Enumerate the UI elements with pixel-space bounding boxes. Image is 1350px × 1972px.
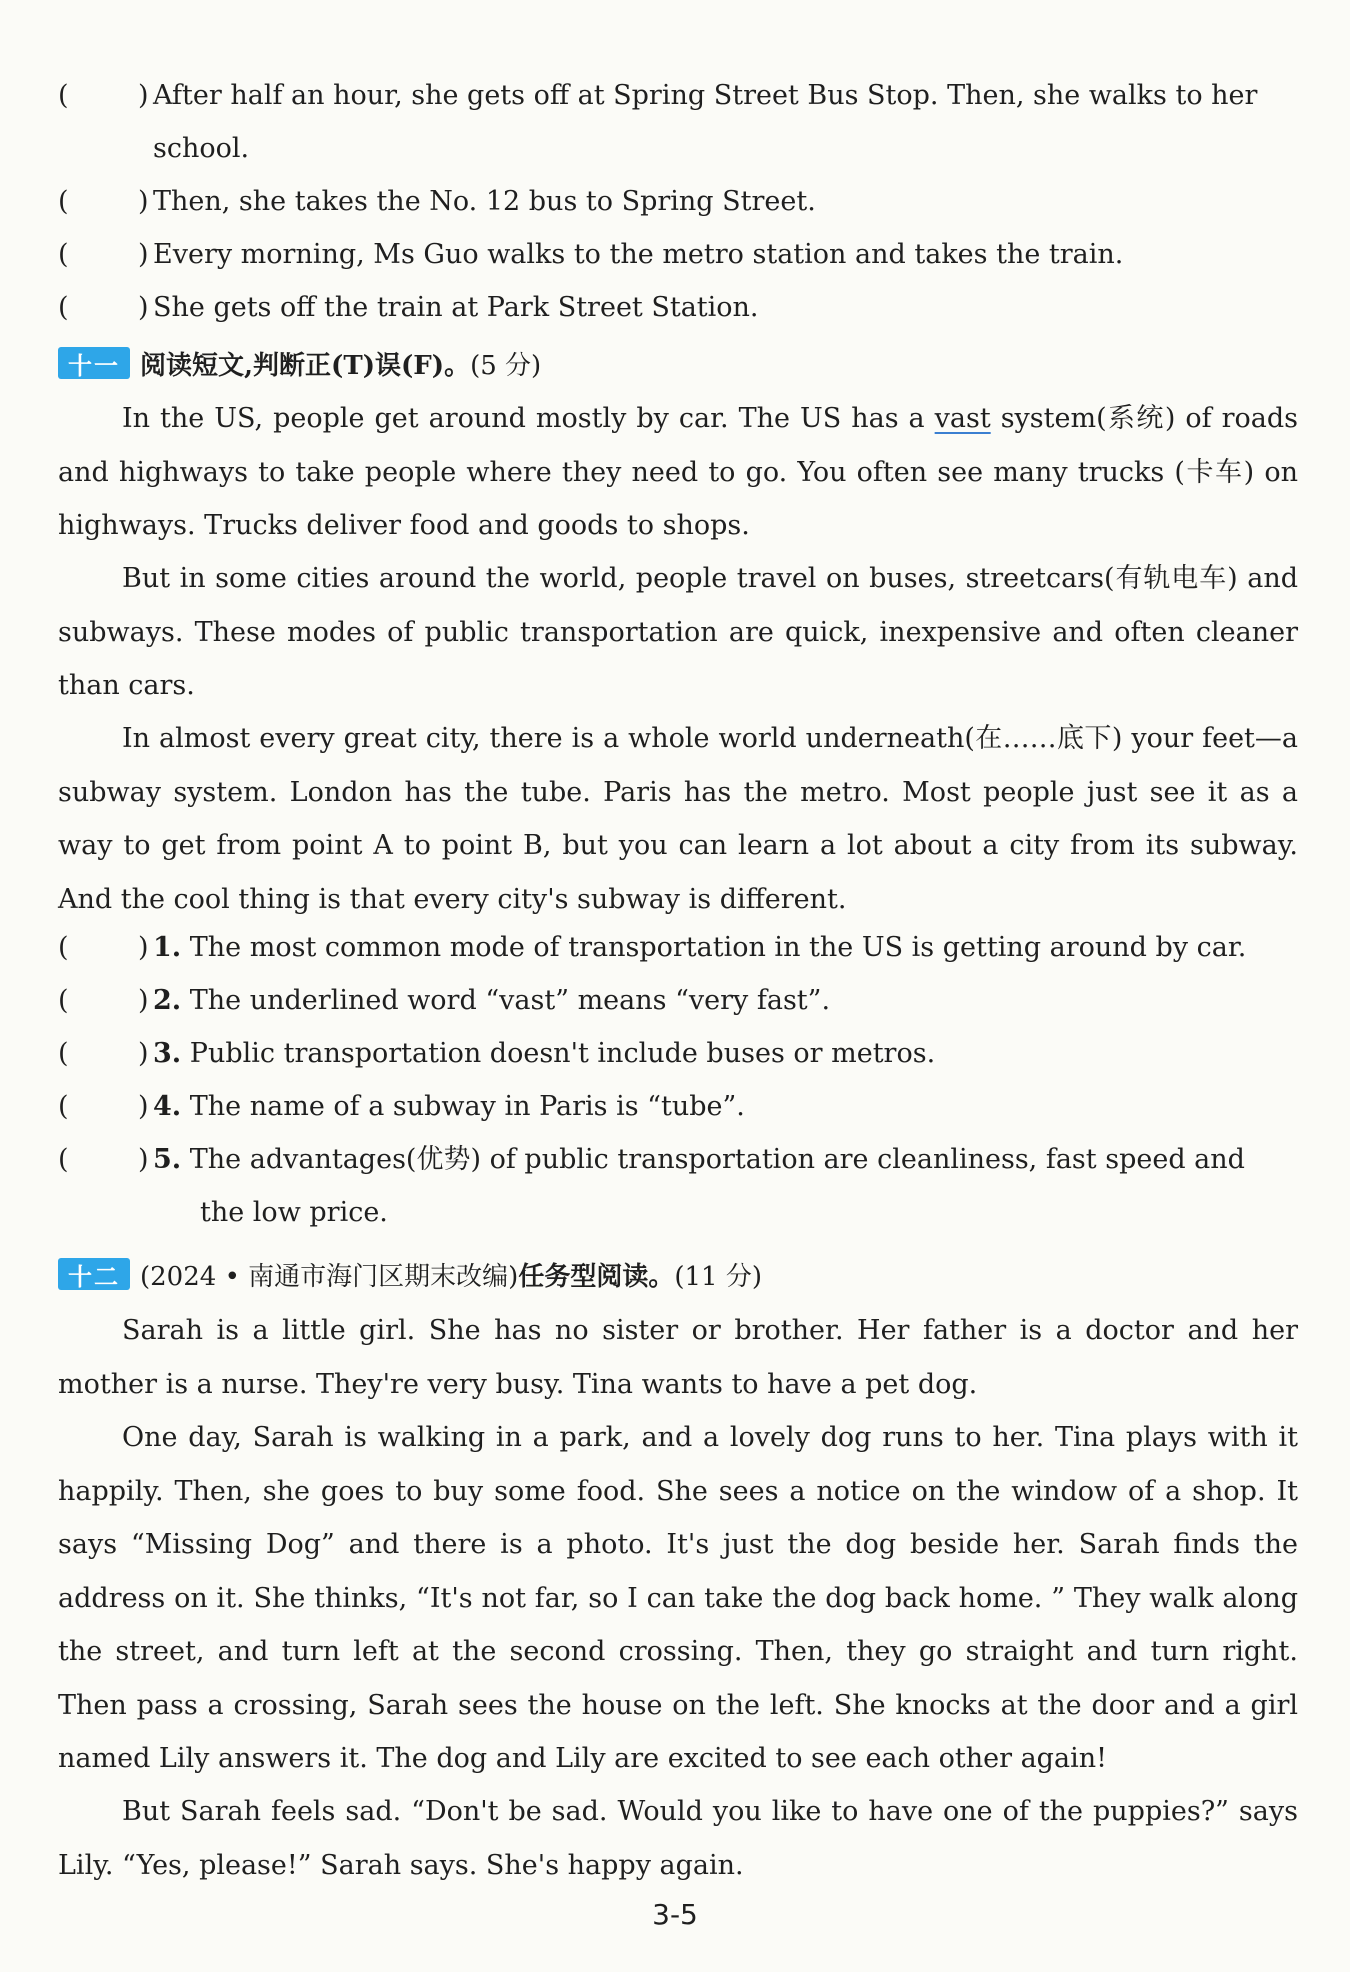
- passage-paragraph: But Sarah feels sad. “Don't be sad. Would you like to have one of the puppies?” says Lily. “Yes, please!” Sarah says. She's happy again.: [58, 1796, 1298, 1881]
- section-12-header: [58, 1256, 762, 1292]
- item-text: She gets off the train at Park Street Station.: [153, 292, 759, 323]
- worksheet-page: ( ) After half an hour, she gets off at Spring Street Bus Stop. Then, she walks to her school. ( ) Then, she takes the No. 12 bus to Spring Street. ( ) Every morning, Ms Guo walks to the metro station and takes the train. ( ) She gets off the train at Park Street Station. 十一 阅读短文,判断正(T)误(F)。 (5 分) In the US, people get around mostly by car. The US has a vast system(系统) of roads and highways to take people where they need to go. You often see many trucks (卡车) on highways. Trucks deliver food and goods to shops. But in some cities around the world, people travel on buses, streetcars(有轨电车) and subways. These modes of public transportation are quick, inexpensive and often cleaner than cars. In almost every great city, there is a whole world underneath(在……底下) your feet—a subway system. London has the tube. Paris has the metro. Most people just see it as a way to get from point A to point B, but you can learn a lot about a city from its subway. And the cool thing is that every city's subway is different. ( ) 1. The most common mode of transportation in the US is getting around by car. ( ) 2. The underlined word “vast” means “very fast”. ( ) 3. Public transportation doesn't include buses or metros. ( ) 4. The name of a subway in Paris is “tube”. ( ) 5. The advantages(优势) of public transportation are cleanliness, fast speed and the low price. 十二 (2024 • 南通市海门区期末改编) 任务型阅读。 (11 分) Sarah is a little girl. She has no sister or brother. Her father is a doctor and her mother is a nurse. They're very busy. Tina wants to have a pet dog. One day, Sarah is walking in a park, and a lovely dog runs to her. Tina plays with it happily. Then, she goes to buy some food. She sees a notice on the window of a shop. It says “Missing Dog” and there is a photo. It's just the dog beside her. Sarah finds the address on it. She thinks, “It's not far, so I can take the dog back home. ” They walk along the street, and turn left at the second crossing. Then, they go straight and turn right. Then pass a crossing, Sarah sees the house on the left. She knocks at the door and a girl named Lily answers it. The dog and Lily are excited to see each other again! But Sarah feels sad. “Don't be sad. Would you like to have one of the puppies?” says Lily. “Yes, please!” Sarah says. She's happy again. 3-5: [0, 0, 1350, 1972]
- section-title: 阅读短文,判断正(T)误(F)。: [140, 350, 471, 381]
- question-text-continued: the low price.: [200, 1197, 388, 1228]
- section-title: 任务型阅读。: [518, 1261, 675, 1292]
- page-number: 3-5: [652, 1898, 698, 1931]
- underlined-word: vast: [934, 403, 991, 434]
- passage-paragraph: One day, Sarah is walking in a park, and a lovely dog runs to her. Tina plays with it happily. Then, she goes to buy some food. She sees a notice on the window of a shop. It says “Missing Dog” and there is a photo. It's just the dog beside her. Sarah finds the address on it. She thinks, “It's not far, so I can take the dog back home. ” They walk along the street, and turn left at the second crossing. Then, they go straight and turn right. Then pass a crossing, Sarah sees the house on the left. She knocks at the door and a girl named Lily answers it. The dog and Lily are excited to see each other again!: [58, 1422, 1298, 1774]
- section-badge: 十二: [58, 1258, 130, 1290]
- item-text-continued: school.: [153, 133, 250, 164]
- section-badge: 十一: [58, 347, 130, 379]
- section-score: (11 分): [674, 1261, 762, 1292]
- passage-paragraph: In the US, people get around mostly by car. The US has a vast system(系统) of roads and highways to take people where they need to go. You often see many trucks (卡车) on highways. Trucks deliver food and goods to shops.: [58, 403, 1298, 541]
- item-text: Every morning, Ms Guo walks to the metro station and takes the train.: [153, 239, 1124, 270]
- passage-paragraph: Sarah is a little girl. She has no sister or brother. Her father is a doctor and her mother is a nurse. They're very busy. Tina wants to have a pet dog.: [58, 1315, 1298, 1400]
- passage-paragraph: In almost every great city, there is a whole world underneath(在……底下) your feet—a subway system. London has the tube. Paris has the metro. Most people just see it as a way to get from point A to point B, but you can learn a lot about a city from its subway. And the cool thing is that every city's subway is different.: [58, 723, 1298, 915]
- item-text: After half an hour, she gets off at Spring Street Bus Stop. Then, she walks to her: [153, 80, 1258, 111]
- section-11-header: [58, 345, 541, 381]
- section-score: (5 分): [470, 350, 542, 381]
- section-source: (2024 • 南通市海门区期末改编): [140, 1261, 519, 1292]
- item-text: Then, she takes the No. 12 bus to Spring Street.: [153, 186, 816, 217]
- passage-paragraph: But in some cities around the world, people travel on buses, streetcars(有轨电车) and subways. These modes of public transportation are quick, inexpensive and often cleaner than cars.: [58, 563, 1298, 701]
